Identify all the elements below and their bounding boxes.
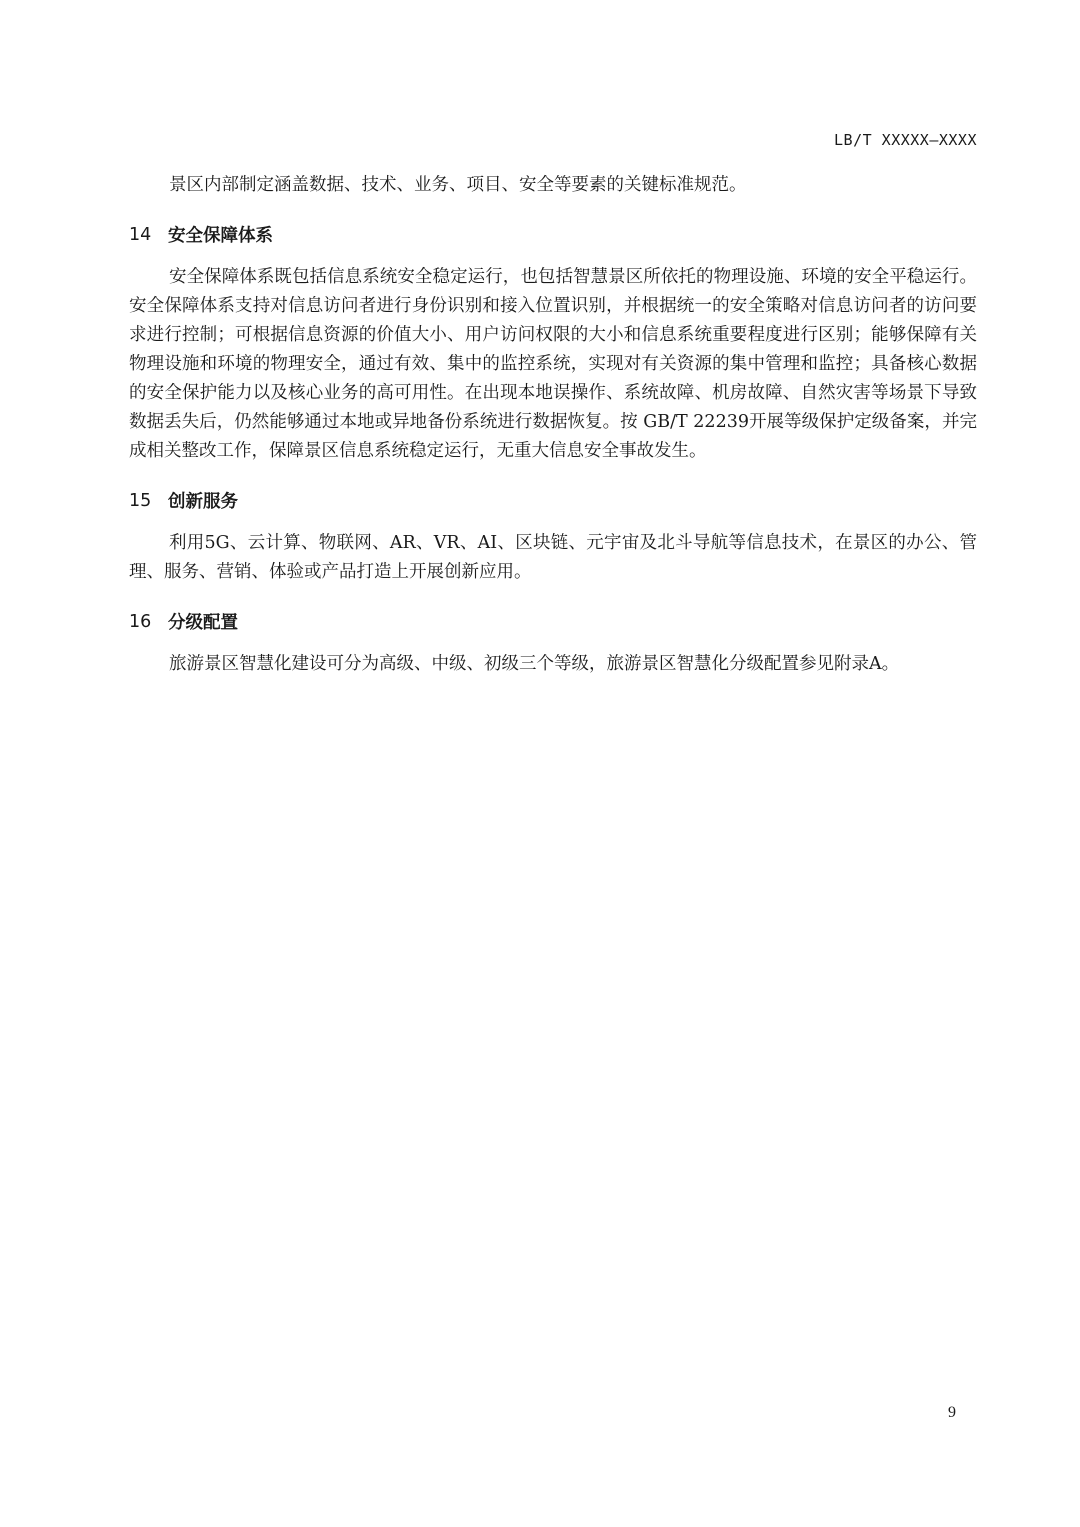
- section-heading-16: [129, 608, 977, 635]
- section-title: 创新服务: [168, 492, 238, 512]
- intro-paragraph: 景区内部制定涵盖数据、技术、业务、项目、安全等要素的关键标准规范。: [169, 175, 747, 195]
- section-number: 15: [129, 490, 152, 511]
- section-body-16: 旅游景区智慧化建设可分为高级、中级、初级三个等级，旅游景区智慧化分级配置参见附录A。: [169, 654, 900, 674]
- section-body-15: 利用5G、云计算、物联网、AR、VR、AI、区块链、元宇宙及北斗导航等信息技术，在景区的办公、管理、服务、营销、体验或产品打造上开展创新应用。: [129, 533, 977, 582]
- section-number: 16: [129, 611, 152, 632]
- standard-code: LB/T XXXXX—XXXX: [834, 131, 977, 149]
- page-number: 9: [948, 1404, 956, 1421]
- section-title: 安全保障体系: [168, 226, 273, 246]
- section-heading-14: [129, 221, 977, 248]
- document-body: [129, 171, 977, 679]
- section-body-14: 安全保障体系既包括信息系统安全稳定运行，也包括智慧景区所依托的物理设施、环境的安全平稳运行。安全保障体系支持对信息访问者进行身份识别和接入位置识别，并根据统一的安全策略对信息访问者的访问要求进行控制；可根据信息资源的价值大小、用户访问权限的大小和信息系统重要程度进行区别；能够保障有关物理设施和环境的物理安全，通过有效、集中的监控系统，实现对有关资源的集中管理和监控；具备核心数据的安全保护能力以及核心业务的高可用性。在出现本地误操作、系统故障、机房故障、自然灾害等场景下导致数据丢失后，仍然能够通过本地或异地备份系统进行数据恢复。按 GB/T 22239开展等级保护定级备案，并完成相关整改工作，保障景区信息系统稳定运行，无重大信息安全事故发生。: [129, 267, 977, 461]
- section-heading-15: [129, 487, 977, 514]
- section-title: 分级配置: [168, 613, 238, 633]
- section-number: 14: [129, 224, 152, 245]
